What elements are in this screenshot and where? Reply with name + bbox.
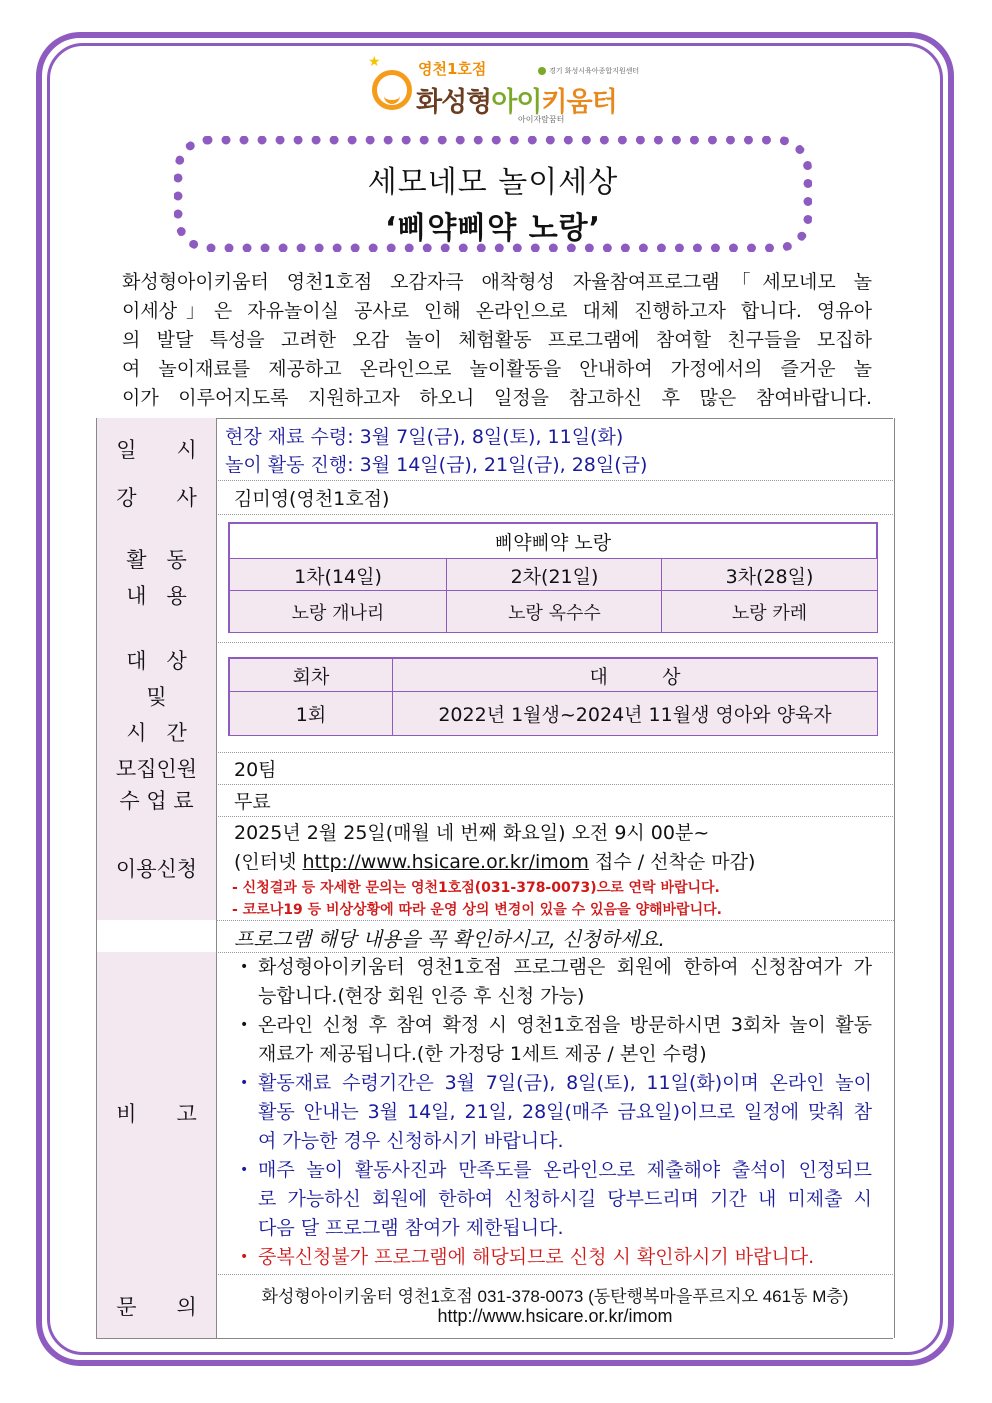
label-contact: 문 의	[97, 1274, 216, 1338]
remark-item	[240, 1156, 872, 1243]
label-recruit: 모집인원	[97, 752, 216, 784]
label-date: 일 시	[97, 418, 216, 480]
activity-table-title: 삐약삐약 노랑	[230, 524, 876, 558]
recruit-value: 20팀	[234, 759, 277, 781]
target-value: 2022년 1월생~2024년 11월생 영아와 양육자	[392, 691, 877, 735]
date-pickup: 현장 재료 수령: 3월 7일(금), 8일(토), 11일(화)	[225, 426, 624, 448]
center-logo	[538, 66, 639, 76]
remark-line: 로 가능하신 회원에 한하여 신청하시길 당부드리며 기간 내 미제출 시	[258, 1188, 872, 1210]
contact-address: 화성형아이키움터 영천1호점 031-378-0073 (동탄행복마을푸르지오 461동 M층)	[261, 1287, 849, 1306]
smile-face-icon	[372, 70, 412, 110]
row-contact	[96, 1274, 895, 1338]
target-head-round: 회차	[230, 659, 392, 691]
activity-table	[228, 522, 878, 633]
intro-line: 의 발달 특성을 고려한 오감 놀이 체험활동 프로그램에 참여할 친구들을 모집하	[122, 329, 872, 351]
session-round: 3차(28일)	[661, 558, 877, 591]
label-activity-line2: 내 용	[126, 584, 187, 608]
label-instructor: 강 사	[97, 480, 216, 514]
session-round: 1차(14일)	[230, 558, 446, 591]
logo-name-part3: 키움터	[541, 87, 617, 118]
remark-item	[240, 953, 872, 1011]
center-logo-text: 경기 화성시육아종합지원센터	[549, 67, 640, 75]
fee-value: 무료	[234, 791, 271, 813]
center-logo-icon	[538, 67, 546, 75]
remark-line: 매주 놀이 활동사진과 만족도를 온라인으로 제출해야 출석이 인정되므	[258, 1159, 872, 1181]
apply-note-inquiry: - 신청결과 등 자세한 문의는 영천1호점(031-378-0073)으로 연락 바랍니다.	[232, 880, 720, 896]
bullet-icon: •	[240, 1162, 249, 1178]
intro-line: 이가 이루어지도록 지원하고자 하오니 일정을 참고하신 후 많은 참여바랍니다.	[122, 387, 872, 409]
table-bottom-border	[96, 1338, 893, 1339]
label-fee: 수 업 료	[97, 784, 216, 816]
target-table	[228, 657, 878, 736]
title-main: 세모네모 놀이세상	[367, 165, 619, 200]
target-round: 1회	[230, 691, 392, 735]
remark-line: 중복신청불가 프로그램에 해당되므로 신청 시 확인하시기 바랍니다.	[258, 1246, 815, 1268]
session-content: 노랑 카레	[661, 590, 877, 632]
label-remarks: 비 고	[97, 952, 216, 1274]
remark-line: 온라인 신청 후 참여 확정 시 영천1호점을 방문하시면 3회차 놀이 활동	[258, 1014, 872, 1036]
remark-line: 여 가능한 경우 신청하시기 바랍니다.	[258, 1130, 564, 1152]
remark-line: 다음 달 프로그램 참여가 제한됩니다.	[258, 1217, 564, 1239]
apply-notice: 프로그램 해당 내용을 꼭 확인하시고, 신청하세요.	[234, 927, 665, 951]
row-fee	[96, 784, 895, 816]
remark-line: 능합니다.(현장 회원 인증 후 신청 가능)	[258, 985, 585, 1007]
label-apply-blank	[97, 920, 216, 952]
logo-sub: 아이자람꿈터	[518, 115, 565, 124]
label-target-line1: 대 상	[126, 649, 187, 673]
row-date	[96, 418, 895, 480]
bullet-icon: •	[240, 959, 249, 975]
label-target-line2: 및	[146, 685, 167, 709]
intro-line: 여 놀이재료를 제공하고 온라인으로 놀이활동을 안내하여 가정에서의 즐거운 놀	[122, 358, 872, 380]
instructor-value: 김미영(영천1호점)	[234, 488, 390, 510]
apply-link[interactable]: http://www.hsicare.or.kr/imom	[302, 851, 589, 873]
remark-item	[240, 1243, 872, 1272]
label-activity-line1: 활 동	[126, 548, 187, 572]
logo-name-part1: 화성형	[416, 87, 492, 118]
apply-datetime: 2025년 2월 25일(매월 네 번째 화요일) 오전 9시 00분~	[234, 822, 710, 844]
label-activity	[97, 514, 216, 642]
apply-method	[234, 847, 755, 874]
apply-divider	[216, 920, 894, 921]
remark-line: 활동 안내는 3월 14일, 21일, 28일(매주 금요일)이므로 일정에 맞춰 참	[258, 1101, 872, 1123]
title-box	[174, 136, 812, 252]
apply-note-covid: - 코로나19 등 비상상황에 따라 운영 상의 변경이 있을 수 있음을 양해바랍니다.	[232, 902, 722, 918]
remark-line: 활동재료 수령기간은 3월 7일(금), 8일(토), 11일(화)이며 온라인 놀이	[258, 1072, 872, 1094]
intro-line: 이세상」은 자유놀이실 공사로 인해 온라인으로 대체 진행하고자 합니다. 영유아	[122, 300, 872, 322]
date-activity: 놀이 활동 진행: 3월 14일(금), 21일(금), 28일(금)	[225, 454, 648, 476]
remark-item	[240, 1069, 872, 1156]
star-icon: ★	[368, 54, 381, 70]
session-content: 노랑 옥수수	[446, 590, 662, 632]
row-instructor	[96, 480, 895, 514]
logo-name-part2: 아이	[491, 87, 542, 118]
bullet-icon: •	[240, 1017, 249, 1033]
row-apply	[96, 816, 895, 952]
logo-branch: 영천1호점	[418, 60, 487, 78]
session-content: 노랑 개나리	[230, 590, 446, 632]
label-target	[97, 642, 216, 752]
remark-item	[240, 1011, 872, 1069]
intro-line: 화성형아이키움터 영천1호점 오감자극 애착형성 자율참여프로그램「세모네모 놀	[122, 271, 872, 293]
apply-method-post: 접수 / 선착순 마감)	[588, 851, 756, 873]
contact-url[interactable]: http://www.hsicare.or.kr/imom	[437, 1306, 673, 1326]
remark-line: 재료가 제공됩니다.(한 가정당 1세트 제공 / 본인 수령)	[258, 1043, 707, 1065]
session-round: 2차(21일)	[446, 558, 662, 591]
label-apply: 이용신청	[97, 816, 216, 920]
title-sub: ‘삐약삐약 노랑’	[384, 211, 602, 246]
label-target-line3: 시 간	[126, 721, 187, 745]
apply-method-pre: (인터넷	[234, 851, 303, 873]
intro-paragraph	[122, 268, 872, 413]
logo-name	[416, 80, 617, 119]
remark-line: 화성형아이키움터 영천1호점 프로그램은 회원에 한하여 신청참여가 가	[258, 956, 872, 978]
bullet-icon: •	[240, 1249, 249, 1265]
bullet-icon: •	[240, 1075, 249, 1091]
target-head-target: 대 상	[392, 659, 877, 691]
row-recruit	[96, 752, 895, 784]
